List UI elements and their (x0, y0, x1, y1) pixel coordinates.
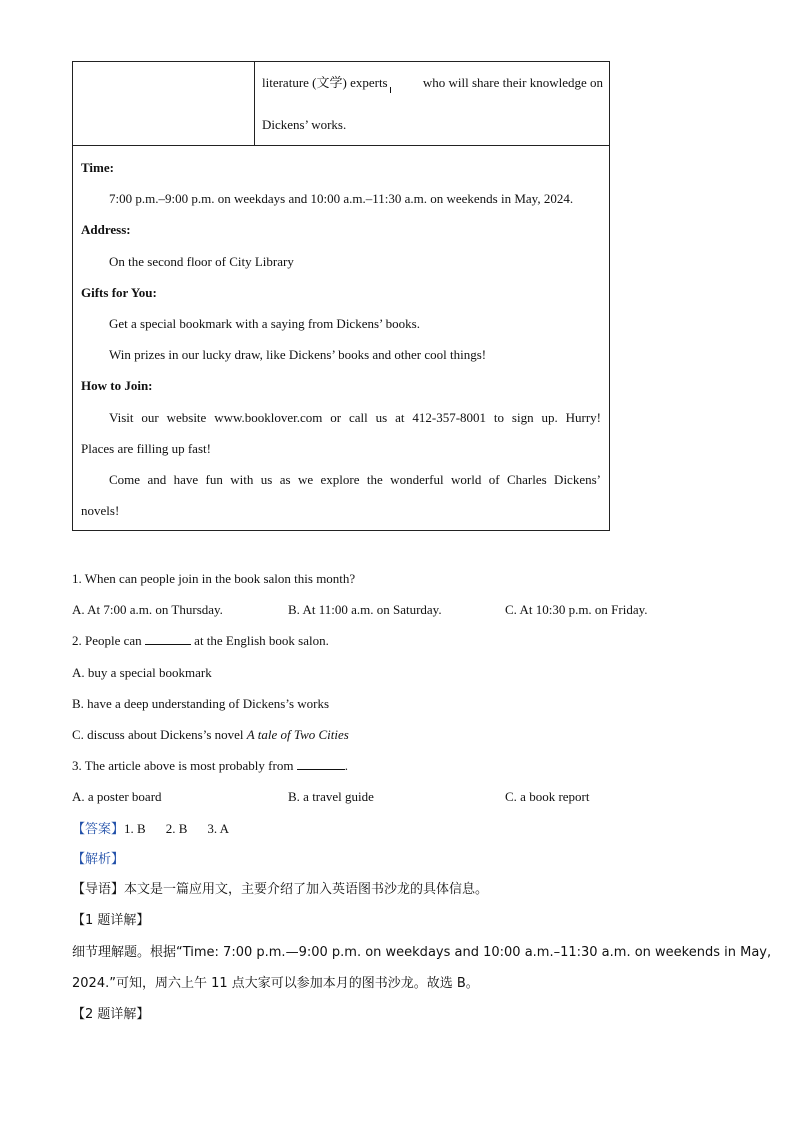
gift-1: Get a special bookmark with a saying from Dickens’ books. (109, 315, 420, 331)
explore-text-2: novels! (81, 503, 120, 519)
comma-mark (390, 87, 391, 93)
analysis-label: 【解析】 (72, 852, 125, 867)
q3-blank (297, 757, 345, 770)
guide-label: 【导语】 (72, 882, 125, 898)
answer-3: 3. A (207, 820, 230, 836)
table-body (73, 146, 609, 530)
q3-option-b: B. a travel guide (288, 789, 374, 805)
q2-option-c-title: A tale of Two Cities (246, 726, 349, 742)
answer-label: 【答案】 (72, 821, 125, 837)
top-line-2: Dickens’ works. (262, 117, 347, 132)
q2-prefix: 2. People can (72, 633, 142, 649)
q3-suffix: . (344, 758, 348, 774)
q2-suffix: at the English book salon. (194, 633, 329, 649)
event-info-table (72, 61, 610, 531)
q1-option-a: A. At 7:00 a.m. on Thursday. (72, 602, 223, 618)
q2-detail-heading: 【2 题详解】 (72, 1006, 150, 1022)
guide-text: 本文是一篇应用文，主要介绍了加入英语图书沙龙的具体信息。 (124, 882, 489, 898)
q3-option-a: A. a poster board (72, 789, 162, 805)
top-line-1a: literature (文学) experts (262, 75, 388, 90)
explore-text-1: Come and have fun with us as we explore the wonderful world of Charles Dickens’ (109, 471, 601, 487)
q2-option-c-text: C. discuss about Dickens’s novel (72, 726, 244, 742)
address-heading: Address: (81, 222, 131, 238)
answer-1: 1. B (124, 820, 146, 836)
top-line-1b: who will share their knowledge on (422, 75, 603, 90)
address-text: On the second floor of City Library (109, 253, 294, 269)
gift-2: Win prizes in our lucky draw, like Dickens’ books and other cool things! (109, 347, 487, 363)
q2-option-a: A. buy a special bookmark (72, 664, 212, 680)
join-text-2: Places are filling up fast! (81, 440, 211, 456)
q1-detail-line-2: 2024.”可知，周六上午 11 点大家可以参加本月的图书沙龙。故选 B。 (72, 975, 479, 991)
question-1: 1. When can people join in the book salon this month? (72, 571, 356, 586)
join-text-1: Visit our website www.booklover.com or call us at 412-357-8001 to sign up. Hurry! (109, 409, 601, 425)
analysis-heading (72, 843, 724, 874)
table-top-right-cell (255, 62, 609, 145)
questions-section (72, 563, 722, 844)
join-heading: How to Join: (81, 378, 153, 394)
answer-line (72, 813, 722, 844)
q2-blank (145, 632, 191, 645)
guide-line (72, 874, 724, 905)
question-1-options (72, 594, 722, 625)
q2-option-c (72, 719, 722, 750)
q1-detail-line-1: 细节理解题。根据“Time: 7:00 p.m.—9:00 p.m. on weekdays and 10:00 a.m.–11:30 a.m. on weekends in May, (72, 944, 772, 960)
question-3 (72, 750, 722, 781)
q3-option-c: C. a book report (505, 789, 590, 805)
top-line-1 (262, 62, 603, 104)
table-top-left-cell (73, 62, 255, 145)
table-top-row (73, 62, 609, 146)
time-heading: Time: (81, 160, 114, 175)
q3-prefix: 3. The article above is most probably from (72, 758, 294, 774)
question-2 (72, 625, 722, 656)
q1-option-b: B. At 11:00 a.m. on Saturday. (288, 602, 442, 618)
answer-2: 2. B (165, 820, 188, 836)
q2-option-b: B. have a deep understanding of Dickens’s works (72, 695, 330, 711)
analysis-section (72, 843, 772, 1030)
q1-option-c: C. At 10:30 p.m. on Friday. (505, 602, 648, 618)
question-3-options (72, 781, 722, 812)
gifts-heading: Gifts for You: (81, 284, 157, 300)
time-text: 7:00 p.m.–9:00 p.m. on weekdays and 10:00 a.m.–11:30 a.m. on weekends in May, 2024. (109, 191, 574, 207)
q1-detail-heading: 【1 题详解】 (72, 913, 150, 929)
